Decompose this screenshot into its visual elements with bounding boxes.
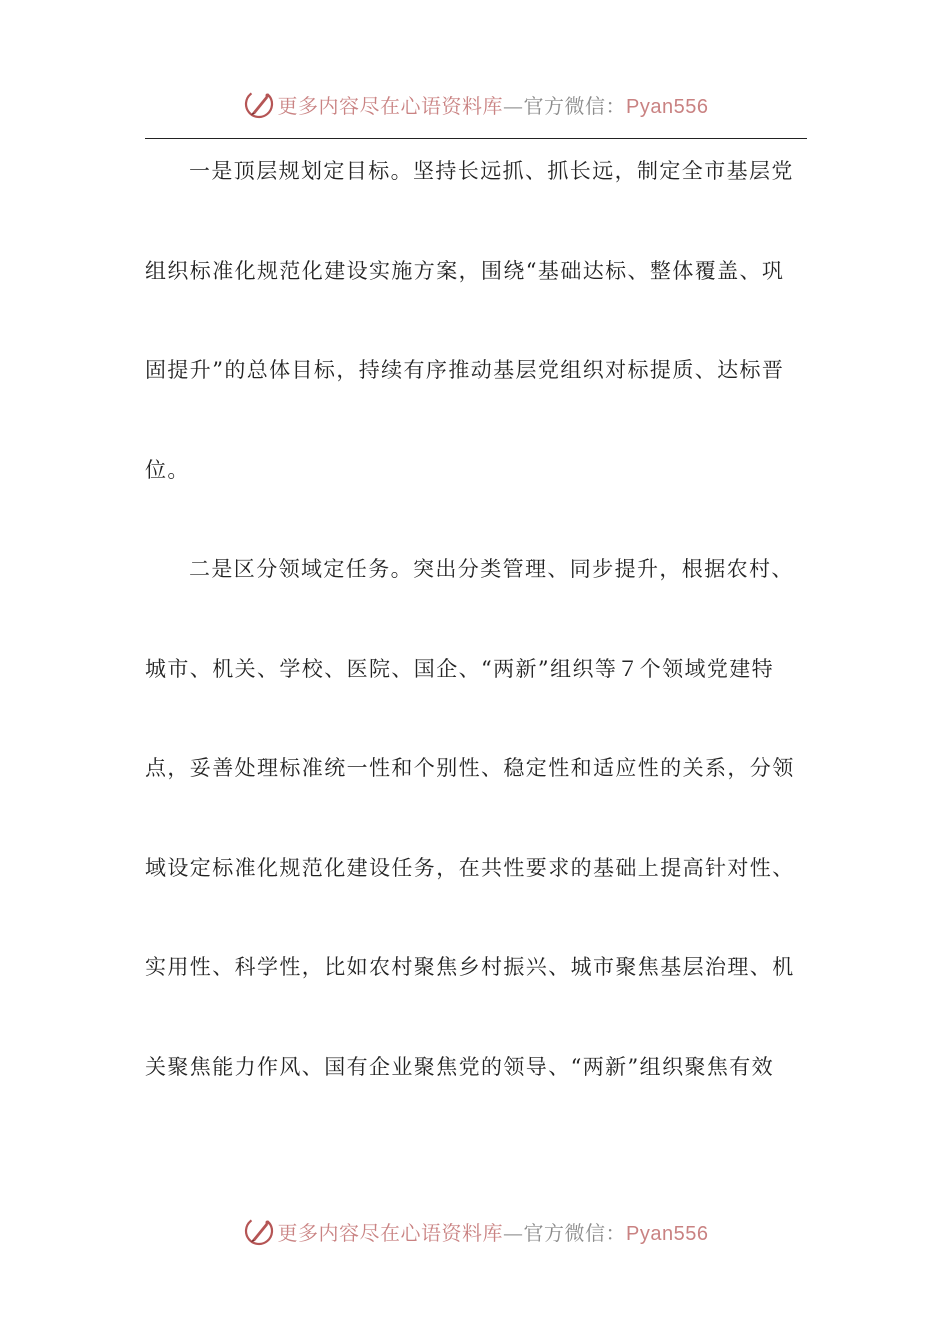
brush-logo-icon bbox=[242, 1214, 276, 1248]
header-site-name: 更多内容尽在心语资料库 bbox=[277, 93, 504, 118]
header-dash: — bbox=[503, 93, 524, 118]
paragraph-2-line-4: 域设定标准化规范化建设任务，在共性要求的基础上提高针对性、 bbox=[145, 855, 795, 880]
document-body bbox=[145, 145, 795, 1140]
header-wechat-id: Pyan556 bbox=[626, 95, 709, 118]
paragraph-1-line-1: 一是顶层规划定目标。坚持长远抓、抓长远，制定全市基层党 bbox=[189, 159, 794, 183]
footer-official-label: 官方微信： bbox=[523, 1220, 627, 1245]
header-divider bbox=[145, 138, 807, 139]
paragraph-1-line-2: 组织标准化规范化建设实施方案，围绕“基础达标、整体覆盖、巩 bbox=[145, 258, 785, 283]
footer-banner bbox=[0, 1211, 950, 1251]
paragraph-2-line-6: 关聚焦能力作风、国有企业聚焦党的领导、“两新”组织聚焦有效 bbox=[145, 1054, 775, 1079]
footer-wechat-id: Pyan556 bbox=[626, 1222, 709, 1245]
paragraph-1-line-3: 固提升”的总体目标，持续有序推动基层党组织对标提质、达标晋 bbox=[145, 358, 785, 382]
paragraph-2-line-1: 二是区分领域定任务。突出分类管理、同步提升，根据农村、 bbox=[189, 557, 794, 581]
paragraph-1-line-4: 位。 bbox=[145, 457, 190, 482]
brush-logo-icon bbox=[242, 87, 276, 121]
paragraph-2-line-2: 城市、机关、学校、医院、国企、“两新”组织等７个领域党建特 bbox=[145, 656, 775, 681]
header-official-label: 官方微信： bbox=[523, 93, 627, 118]
footer-site-name: 更多内容尽在心语资料库 bbox=[277, 1220, 504, 1245]
header-banner bbox=[0, 84, 950, 124]
paragraph-2-line-5: 实用性、科学性，比如农村聚焦乡村振兴、城市聚焦基层治理、机 bbox=[145, 955, 795, 979]
paragraph-2-line-3: 点，妥善处理标准统一性和个别性、稳定性和适应性的关系，分领 bbox=[145, 756, 795, 780]
footer-dash: — bbox=[503, 1220, 524, 1245]
